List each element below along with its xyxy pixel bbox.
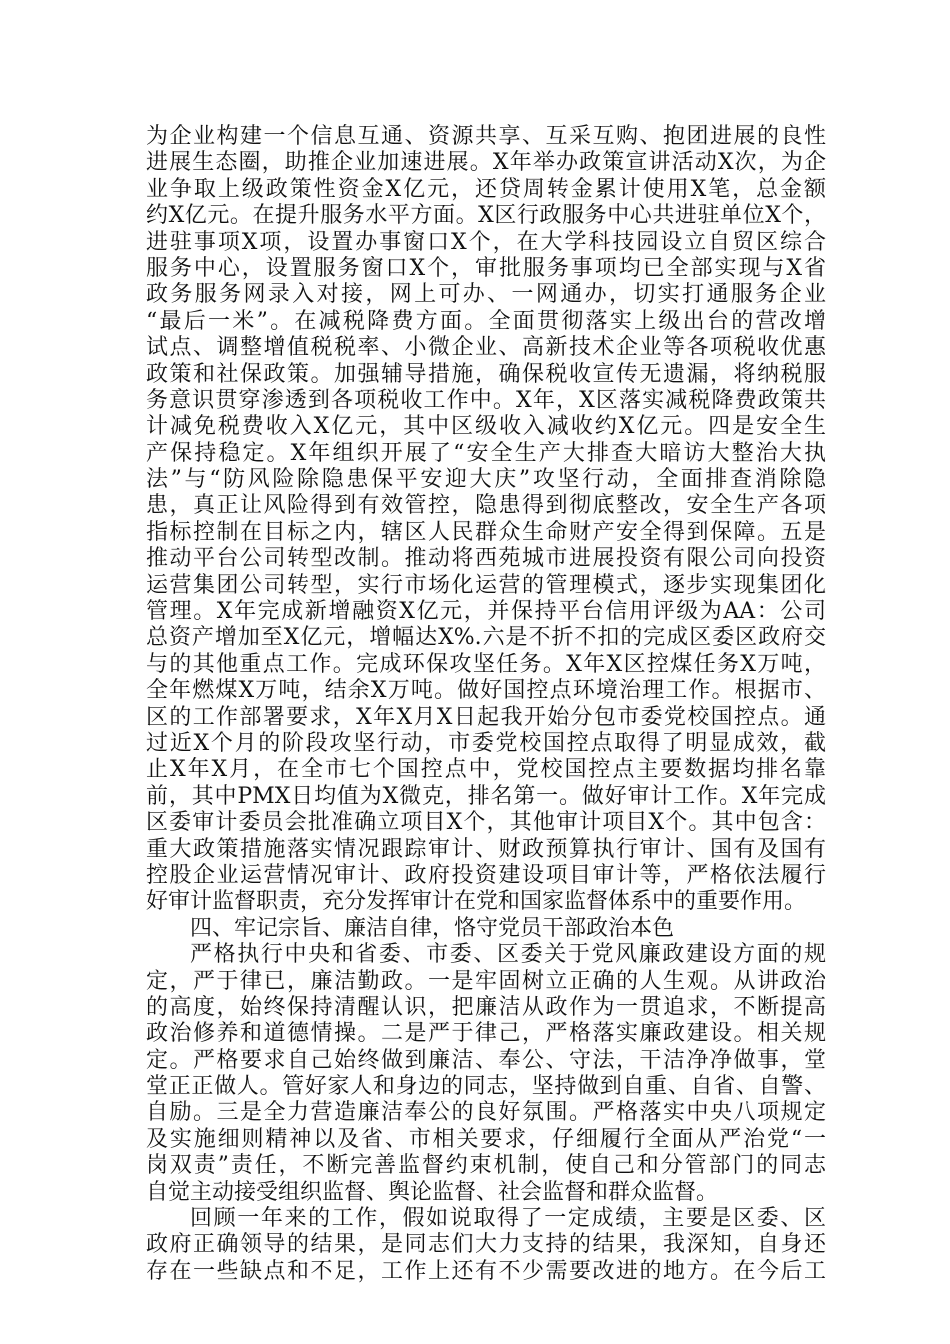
- text-line: 止X年X月，在全市七个国控点中，党校国控点主要数据均排名靠: [146, 757, 826, 783]
- text-line: 患，真正让风险得到有效管控，隐患得到彻底整改，安全生产各项: [146, 493, 826, 519]
- paragraph-continuation: [146, 124, 826, 916]
- text-line: 严格执行中央和省委、市委、区委关于党风廉政建设方面的规: [190, 942, 826, 968]
- text-line: 定。严格要求自己始终做到廉洁、奉公、守法，干洁净净做事，堂: [146, 1047, 826, 1073]
- text-line: 管理。X年完成新增融资X亿元，并保持平台信用评级为AA：公司: [146, 599, 826, 625]
- text-line: 前，其中PMX日均值为X微克，排名第一。做好审计工作。X年完成: [146, 783, 826, 809]
- text-line: 与的其他重点工作。完成环保攻坚任务。X年X区控煤任务X万吨，: [146, 651, 826, 677]
- text-line: 政策和社保政策。加强辅导措施，确保税收宣传无遗漏，将纳税服: [146, 361, 826, 387]
- text-line: 运营集团公司转型，实行市场化运营的管理模式，逐步实现集团化: [146, 572, 826, 598]
- text-line: 定，严于律已，廉洁勤政。一是牢固树立正确的人生观。从讲政治: [146, 968, 826, 994]
- text-line: 自励。三是全力营造廉洁奉公的良好氛围。严格落实中央八项规定: [146, 1100, 826, 1126]
- text-line: 推动平台公司转型改制。推动将西苑城市进展投资有限公司向投资: [146, 546, 826, 572]
- text-line: 好审计监督职责，充分发挥审计在党和国家监督体系中的重要作用。: [146, 889, 807, 915]
- text-line: 四、牢记宗旨、廉洁自律，恪守党员干部政治本色: [190, 915, 675, 941]
- text-line: 过近X个月的阶段攻坚行动，市委党校国控点取得了明显成效，截: [146, 730, 826, 756]
- text-line: 自觉主动接受组织监督、舆论监督、社会监督和群众监督。: [146, 1179, 719, 1205]
- text-line: 进展生态圈，助推企业加速进展。X年举办政策宣讲活动X次，为企: [146, 150, 826, 176]
- text-line: 堂正正做人。管好家人和身边的同志，坚持做到自重、自省、自警、: [146, 1074, 826, 1100]
- text-line: 服务中心，设置服务窗口X个，审批服务事项均已全部实现与X省: [146, 255, 826, 281]
- paragraph-review: [146, 1206, 826, 1285]
- text-line: 法”与“防风险除隐患保平安迎大庆”攻坚行动，全面排查消除隐: [146, 467, 826, 493]
- text-line: 约X亿元。在提升服务水平方面。X区行政服务中心共进驻单位X个，: [146, 203, 826, 229]
- text-line: 全年燃煤X万吨，结余X万吨。做好国控点环境治理工作。根据市、: [146, 678, 826, 704]
- text-line: 总资产增加至X亿元，增幅达X%.六是不折不扣的完成区委区政府交: [146, 625, 826, 651]
- paragraph-integrity: [146, 942, 826, 1206]
- text-line: 产保持稳定。X年组织开展了“安全生产大排查大暗访大整治大执: [146, 440, 826, 466]
- text-line: 政务服务网录入对接，网上可办、一网通办，切实打通服务企业: [146, 282, 826, 308]
- text-line: 为企业构建一个信息互通、资源共享、互采互购、抱团进展的良性: [146, 124, 826, 149]
- text-line: 计减免税费收入X亿元，其中区级收入减收约X亿元。四是安全生: [146, 414, 826, 440]
- section-heading-4: [146, 916, 826, 942]
- text-line: 及实施细则精神以及省、市相关要求，仔细履行全面从严治党“一: [146, 1126, 826, 1152]
- text-line: 重大政策措施落实情况跟踪审计、财政预算执行审计、国有及国有: [146, 836, 826, 862]
- text-line: “最后一米”。在减税降费方面。全面贯彻落实上级出台的营改增: [146, 308, 826, 334]
- text-line: 控股企业运营情况审计、政府投资建设项目审计等，严格依法履行: [146, 862, 826, 888]
- text-line: 岗双责”责任，不断完善监督约束机制，使自己和分管部门的同志: [146, 1153, 826, 1179]
- text-line: 业争取上级政策性资金X亿元，还贷周转金累计使用X笔，总金额: [146, 176, 826, 202]
- text-line: 回顾一年来的工作，假如说取得了一定成绩，主要是区委、区: [190, 1206, 826, 1232]
- text-line: 存在一些缺点和不足，工作上还有不少需要改进的地方。在今后工: [146, 1258, 826, 1284]
- text-line: 区委审计委员会批准确立项目X个，其他审计项目X个。其中包含：: [146, 810, 826, 836]
- text-line: 政治修养和道德情操。二是严于律己，严格落实廉政建设。相关规: [146, 1021, 826, 1047]
- text-line: 指标控制在目标之内，辖区人民群众生命财产安全得到保障。五是: [146, 519, 826, 545]
- text-line: 政府正确领导的结果，是同志们大力支持的结果，我深知，自身还: [146, 1232, 826, 1258]
- text-line: 进驻事项X项，设置办事窗口X个，在大学科技园设立自贸区综合: [146, 229, 826, 255]
- text-line: 区的工作部署要求，X年X月X日起我开始分包市委党校国控点。通: [146, 704, 826, 730]
- document-body: [146, 124, 826, 1285]
- text-line: 务意识贯穿渗透到各项税收工作中。X年，X区落实减税降费政策共: [146, 387, 826, 413]
- text-line: 的高度，始终保持清醒认识，把廉洁从政作为一贯追求，不断提高: [146, 994, 826, 1020]
- text-line: 试点、调整增值税税率、小微企业、高新技术企业等各项税收优惠: [146, 335, 826, 361]
